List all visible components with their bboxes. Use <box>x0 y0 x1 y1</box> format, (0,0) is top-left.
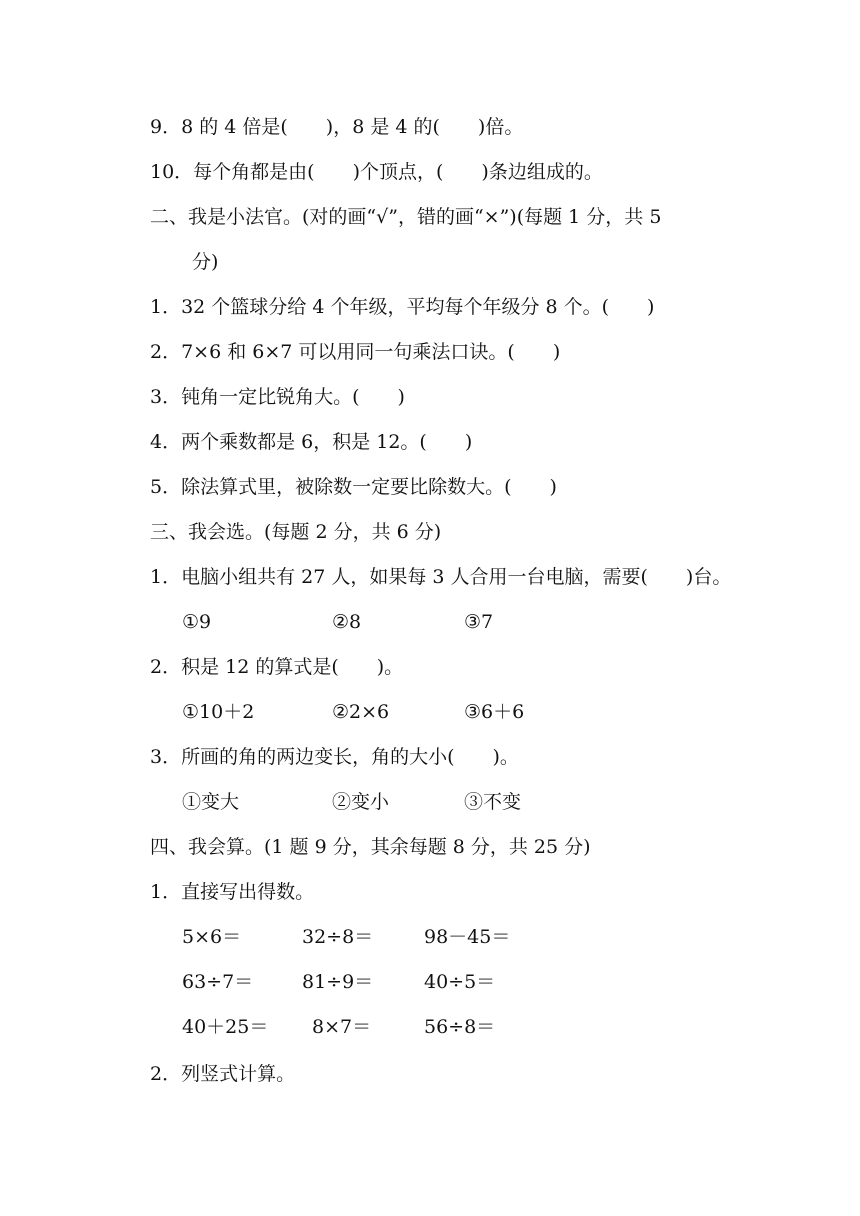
section2-heading: 二、我是小法官。(对的画“√”，错的画“×”)(每题 1 分，共 5 <box>150 206 662 228</box>
judge-item-3: 3．钝角一定比锐角大。( ) <box>150 386 405 408</box>
calc-item: 81÷9＝ <box>302 971 374 993</box>
choice-question-1: 1．电脑小组共有 27 人，如果每 3 人合用一台电脑，需要( )台。 <box>150 566 732 588</box>
choice-option: ①9 <box>182 611 212 633</box>
choice-question-3: 3．所画的角的两边变长，角的大小( )。 <box>150 746 519 768</box>
section4-heading: 四、我会算。(1 题 9 分，其余每题 8 分，共 25 分) <box>150 836 591 858</box>
calc-item: 63÷7＝ <box>182 971 254 993</box>
calc-item: 32÷8＝ <box>302 926 374 948</box>
choice-option: ②变小 <box>332 791 390 813</box>
judge-item-5: 5．除法算式里，被除数一定要比除数大。( ) <box>150 476 557 498</box>
choice-option: ①10＋2 <box>182 701 255 723</box>
choice-option: ③7 <box>464 611 494 633</box>
calc-item: 98－45＝ <box>424 926 511 948</box>
choice-option: ③不变 <box>464 791 522 813</box>
fill-question-9: 9．8 的 4 倍是( )，8 是 4 的( )倍。 <box>150 116 524 138</box>
calc-item: 8×7＝ <box>312 1016 372 1038</box>
fill-question-10: 10．每个角都是由( )个顶点，( )条边组成的。 <box>150 161 603 183</box>
calc-question-1: 1．直接写出得数。 <box>150 881 315 903</box>
judge-item-1: 1．32 个篮球分给 4 个年级，平均每个年级分 8 个。( ) <box>150 296 655 318</box>
calc-item: 5×6＝ <box>182 926 242 948</box>
calc-question-2: 2．列竖式计算。 <box>150 1063 296 1085</box>
choice-option: ①变大 <box>182 791 240 813</box>
judge-item-4: 4．两个乘数都是 6，积是 12。( ) <box>150 431 473 453</box>
choice-option: ②8 <box>332 611 362 633</box>
choice-question-2: 2．积是 12 的算式是( )。 <box>150 656 404 678</box>
section3-heading: 三、我会选。(每题 2 分，共 6 分) <box>150 521 442 543</box>
choice-option: ②2×6 <box>332 701 390 723</box>
calc-item: 56÷8＝ <box>424 1016 496 1038</box>
judge-item-2: 2．7×6 和 6×7 可以用同一句乘法口诀。( ) <box>150 341 561 363</box>
calc-item: 40＋25＝ <box>182 1016 269 1038</box>
section2-heading-cont: 分) <box>192 251 219 273</box>
calc-item: 40÷5＝ <box>424 971 496 993</box>
choice-option: ③6＋6 <box>464 701 525 723</box>
